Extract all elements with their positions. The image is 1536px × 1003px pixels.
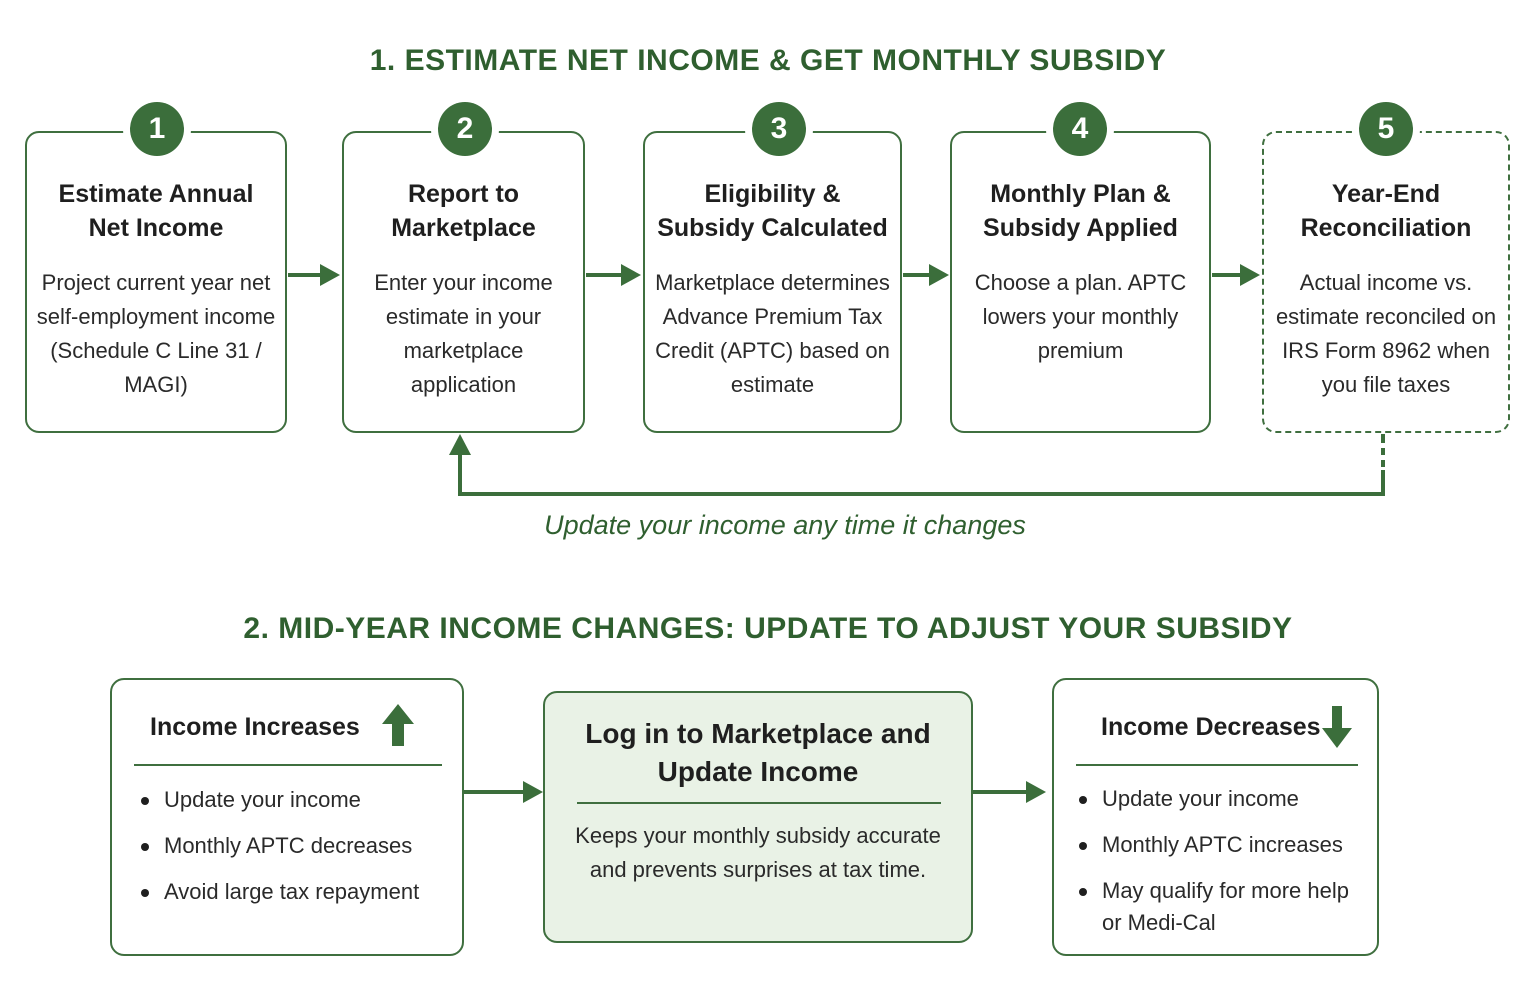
income-increases-heading: Income Increases xyxy=(150,713,360,741)
step-4-description: Choose a plan. APTC lowers your monthly premium xyxy=(974,270,1187,363)
step-3-title: Eligibility & Subsidy Calculated xyxy=(657,180,888,242)
arrowhead-feedback xyxy=(449,434,471,455)
update-income-box xyxy=(543,691,973,943)
list-item: May qualify for more help or Medi-Cal xyxy=(1076,875,1366,939)
feedback-loop-label: Update your income any time it changes xyxy=(544,510,1026,540)
step-5-number-badge: 5 xyxy=(1359,102,1413,156)
step-3-number-badge: 3 xyxy=(752,102,806,156)
step-5-title: Year-End Reconciliation xyxy=(1300,180,1472,242)
list-item: Avoid large tax repayment xyxy=(138,876,419,908)
arrowhead-6 xyxy=(1026,781,1046,803)
list-item: Monthly APTC decreases xyxy=(138,830,419,862)
arrowhead-4 xyxy=(1240,264,1260,286)
income-decreases-heading: Income Decreases xyxy=(1101,713,1321,741)
step-2-description: Enter your income estimate in your marketplace application xyxy=(374,270,553,397)
increases-bullet-list xyxy=(138,784,419,922)
decreases-bullet-list xyxy=(1076,783,1366,939)
step-3-description: Marketplace determines Advance Premium Tax Credit (APTC) based on estimate xyxy=(655,270,890,397)
step-1-description: Project current year net self-employment income (Schedule C Line 31 / MAGI) xyxy=(36,270,276,397)
step-2-title: Report to Marketplace xyxy=(391,180,536,242)
step-2-box xyxy=(342,131,585,433)
step-4-box xyxy=(950,131,1211,433)
arrow-up-icon xyxy=(380,702,416,748)
step-4-title: Monthly Plan & Subsidy Applied xyxy=(983,180,1178,242)
list-item: Update your income xyxy=(138,784,419,816)
arrowhead-2 xyxy=(621,264,641,286)
step-2-number-badge: 2 xyxy=(438,102,492,156)
step-4-number-badge: 4 xyxy=(1053,102,1107,156)
decreases-divider xyxy=(1076,764,1358,766)
income-increases-box xyxy=(110,678,464,956)
update-income-description: Keeps your monthly subsidy accurate and prevents surprises at tax time. xyxy=(575,823,941,882)
step-5-box xyxy=(1262,131,1510,433)
arrow-down-icon xyxy=(1320,704,1354,750)
step-5-description: Actual income vs. estimate reconciled on IRS Form 8962 when you file taxes xyxy=(1275,270,1497,397)
list-item: Update your income xyxy=(1076,783,1366,815)
section-1-title: 1. ESTIMATE NET INCOME & GET MONTHLY SUBSIDY xyxy=(369,44,1167,77)
step-3-box xyxy=(643,131,902,433)
step-1-title: Estimate Annual Net Income xyxy=(58,180,254,242)
step-1-box xyxy=(25,131,287,433)
arrowhead-3 xyxy=(929,264,949,286)
center-divider xyxy=(577,802,941,804)
income-decreases-box xyxy=(1052,678,1379,956)
feedback-loop-line xyxy=(460,434,1383,494)
arrowhead-5 xyxy=(523,781,543,803)
increases-divider xyxy=(134,764,442,766)
arrowhead-1 xyxy=(320,264,340,286)
update-income-title: Log in to Marketplace and Update Income xyxy=(585,718,931,787)
section-2-title: 2. MID-YEAR INCOME CHANGES: UPDATE TO ADJUST YOUR SUBSIDY xyxy=(243,612,1293,645)
list-item: Monthly APTC increases xyxy=(1076,829,1366,861)
step-1-number-badge: 1 xyxy=(130,102,184,156)
